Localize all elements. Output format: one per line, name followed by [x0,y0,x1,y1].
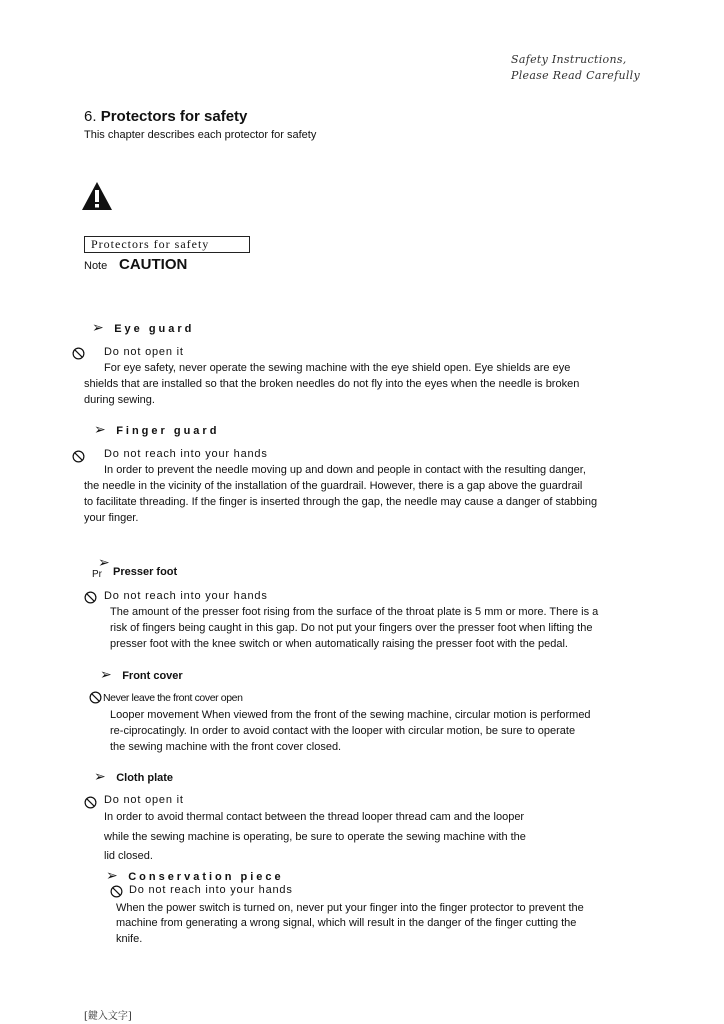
cloth-plate-heading [94,768,173,786]
presser-foot-body-2: risk of fingers being caught in this gap. Do not put your fingers over the presser foot when lifting the [110,622,593,634]
finger-guard-body-2: the needle in the vicinity of the installation of the guardrail. However, there is a gap above the guardrail [84,480,583,492]
conservation-piece-body-2: machine from generating a wrong signal, which will result in the danger of the finger cutting the [116,917,577,929]
header-line-2: Please Read Carefully [511,69,640,82]
prohibition-icon [72,347,85,360]
front-cover-rule: Never leave the front cover open [103,692,243,704]
cloth-plate-rule: Do not open it [104,794,184,806]
header-line-1: Safety Instructions, [511,53,627,66]
eye-guard-heading [92,319,194,337]
warning-triangle-icon [80,180,114,212]
eye-guard-body-2: shields that are installed so that the broken needles do not fly into the eyes when the needle is broken [84,378,580,390]
eye-guard-body-3: during sewing. [84,394,155,406]
finger-guard-body-4: your finger. [84,512,139,524]
arrow-bullet-icon: ➢ [100,666,112,682]
conservation-piece-rule: Do not reach into your hands [129,884,293,896]
cloth-plate-body-3: lid closed. [104,850,153,862]
chapter-number: 6. [84,108,101,125]
presser-foot-body-3: presser foot with the knee switch or when automatically raising the presser foot with the pedal. [110,638,568,650]
note-label: Note [84,260,108,272]
prohibition-icon [89,691,102,704]
cloth-plate-body-1: In order to avoid thermal contact between the thread looper thread cam and the looper [104,811,525,823]
chapter-title [84,108,247,125]
front-cover-body-3: the sewing machine with the front cover closed. [110,741,342,753]
presser-foot-prefix: Pr [92,569,102,580]
cloth-plate-title: Cloth plate [116,772,174,784]
chapter-title-text: Protectors for safety [100,108,248,125]
presser-foot-body-1: The amount of the presser foot rising from the surface of the throat plate is 5 mm or more. There is a [110,606,599,618]
chapter-subtitle: This chapter describes each protector for safety [84,129,317,141]
cloth-plate-body-2: while the sewing machine is operating, be sure to operate the sewing machine with the [104,831,526,843]
front-cover-title: Front cover [122,670,183,682]
finger-guard-body-3: to facilitate threading. If the finger is inserted through the gap, the needle may cause a danger of stabbing [84,496,598,508]
finger-guard-title: Finger guard [116,425,220,437]
conservation-piece-body-1: When the power switch is turned on, never put your finger into the finger protector to prevent the [116,902,584,914]
presser-foot-rule: Do not reach into your hands [104,590,268,602]
prohibition-icon [110,885,123,898]
footer-placeholder: [鍵入文字] [84,1011,132,1022]
arrow-bullet-icon: ➢ [94,768,106,784]
conservation-piece-heading [106,867,284,885]
arrow-bullet-icon: ➢ [106,867,118,883]
prohibition-icon [84,591,97,604]
caution-label: CAUTION [119,256,188,273]
front-cover-body-2: re-ciprocatingly. In order to avoid contact with the looper with circular motion, be sure to operate [110,725,576,737]
finger-guard-rule: Do not reach into your hands [104,448,268,460]
eye-guard-rule: Do not open it [104,346,184,358]
front-cover-heading [100,666,183,684]
arrow-bullet-icon: ➢ [94,421,106,437]
eye-guard-title: Eye guard [114,323,195,335]
finger-guard-body-1: In order to prevent the needle moving up and down and people in contact with the resulting danger, [104,464,586,476]
conservation-piece-title: Conservation piece [128,871,284,883]
arrow-bullet-icon: ➢ [98,554,110,570]
header-note [511,52,711,84]
conservation-piece-body-3: knife. [116,933,143,945]
prohibition-icon [84,796,97,809]
eye-guard-body-1: For eye safety, never operate the sewing machine with the eye shield open. Eye shields are eye [104,362,571,374]
presser-foot-title: Presser foot [113,566,178,578]
front-cover-body-1: Looper movement When viewed from the front of the sewing machine, circular motion is performed [110,709,591,721]
finger-guard-heading [94,421,219,439]
arrow-bullet-icon: ➢ [92,319,104,335]
protectors-boxed-label: Protectors for safety [84,236,250,253]
prohibition-icon [72,450,85,463]
